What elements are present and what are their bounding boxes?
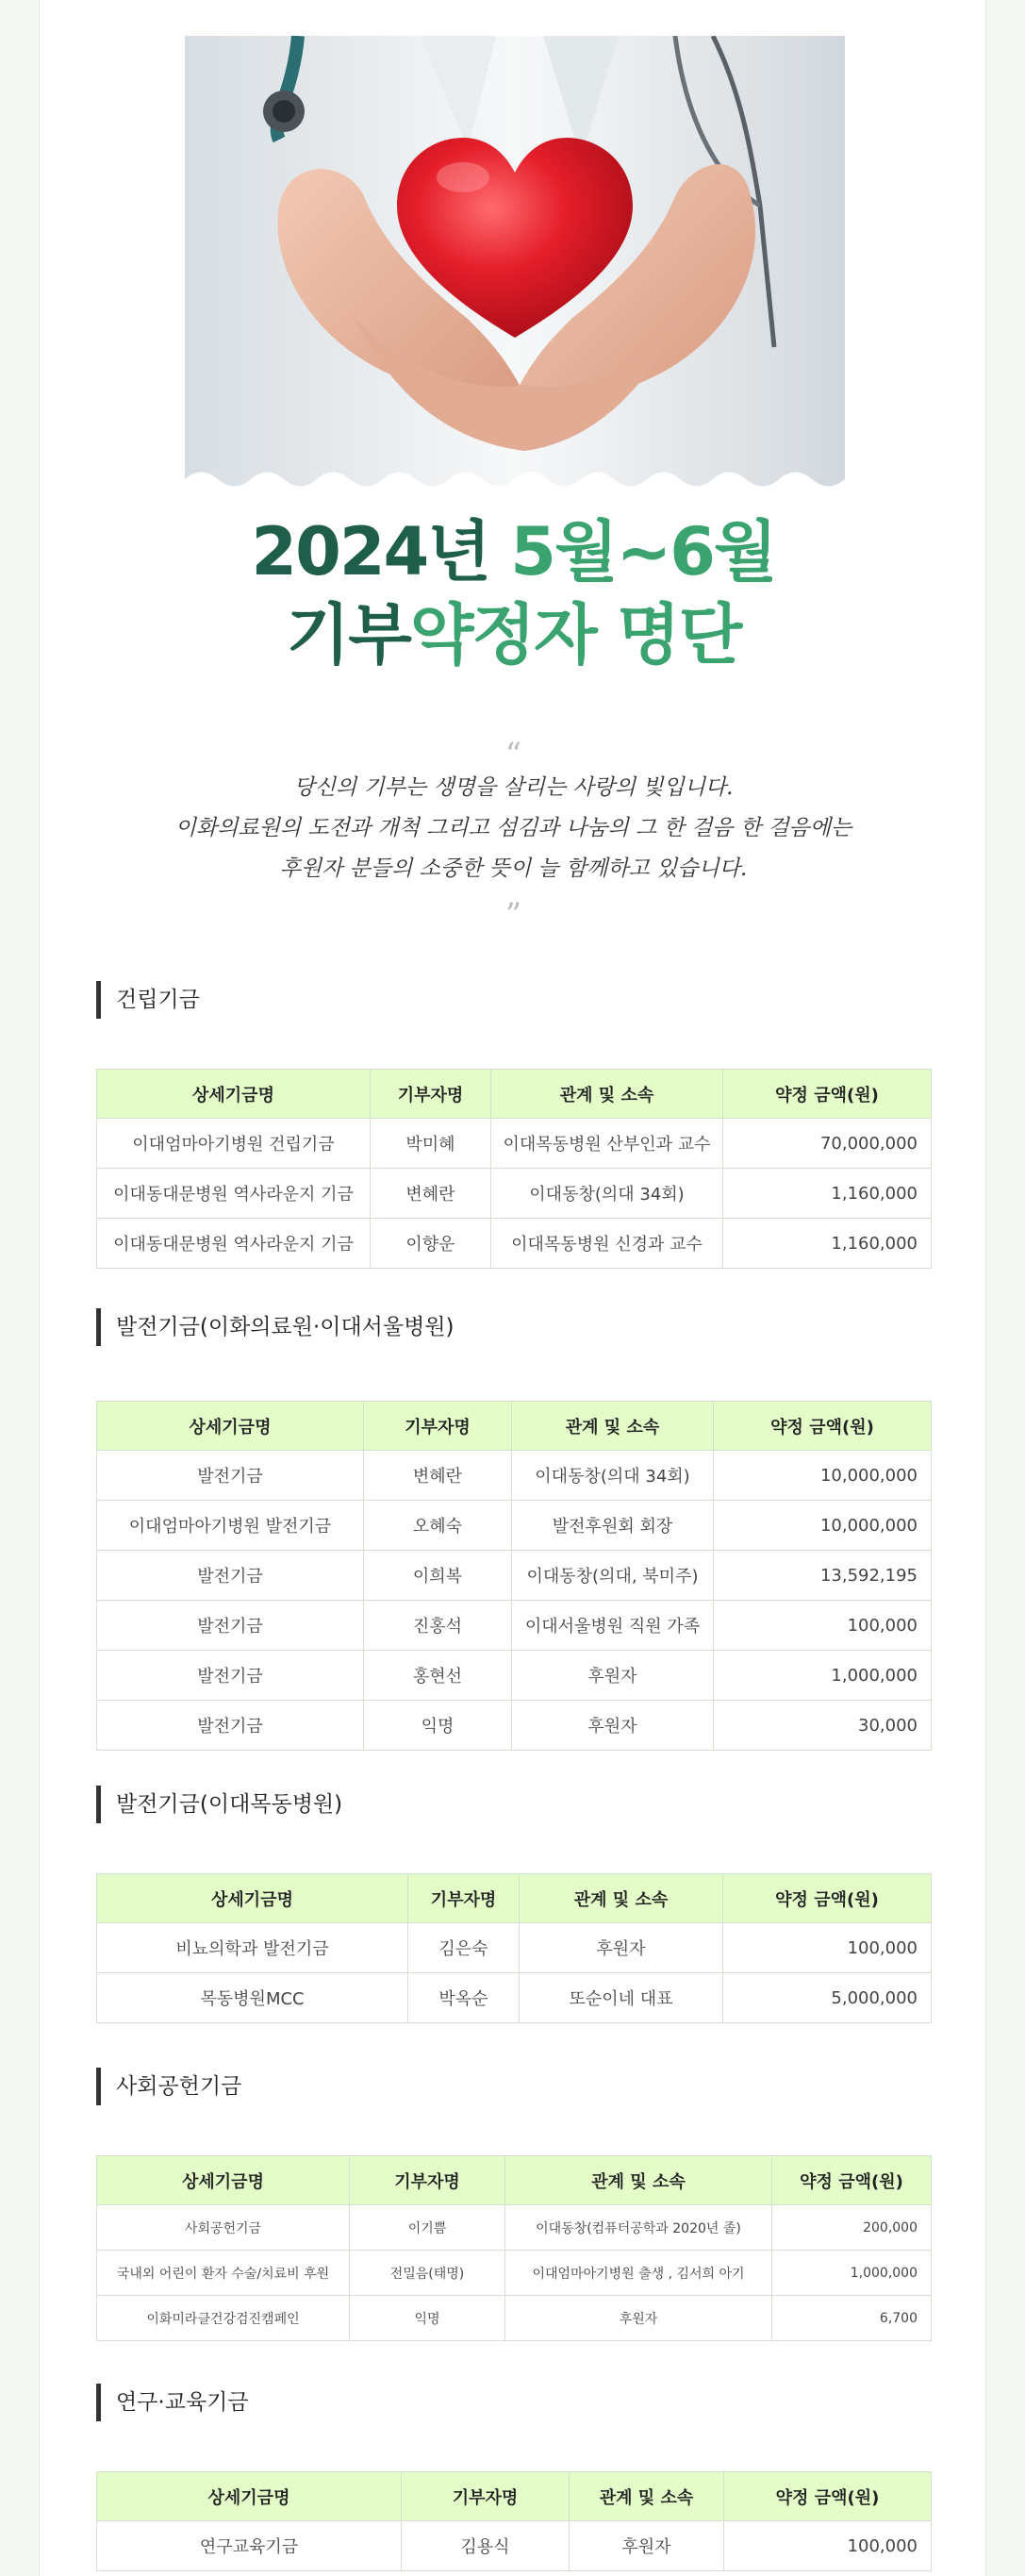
- hero-image: [185, 36, 845, 493]
- col-relation: 관계 및 소속: [505, 2156, 772, 2205]
- cell-amount: 100,000: [724, 2521, 932, 2571]
- col-fund-name: 상세기금명: [97, 2156, 350, 2205]
- col-fund-name: 상세기금명: [97, 1402, 364, 1451]
- cell-relation: 이대엄마아기병원 출생 , 김서희 아기: [505, 2251, 772, 2296]
- col-relation: 관계 및 소속: [512, 1402, 714, 1451]
- donor-table: [96, 1401, 932, 1751]
- col-amount: 약정 금액(원): [723, 1874, 932, 1923]
- cell-relation: 이대동창(컴퓨터공학과 2020년 졸): [505, 2205, 772, 2251]
- title-year: 2024년: [251, 513, 489, 590]
- col-fund-name: 상세기금명: [97, 1874, 408, 1923]
- title-word-donation: 기부: [286, 596, 410, 673]
- cell-relation: 후원자: [570, 2521, 724, 2571]
- table-row: [97, 1701, 932, 1751]
- table-row: [97, 1923, 932, 1973]
- table-header-row: [97, 1402, 932, 1451]
- page-title-line1: [40, 509, 987, 594]
- cell-relation: 이대동창(의대, 북미주): [512, 1551, 714, 1601]
- cell-fund-name: 발전기금: [97, 1451, 364, 1501]
- table-row: [97, 2521, 932, 2571]
- section-heading: 발전기금(이화의료원·이대서울병원): [96, 1308, 931, 1346]
- cell-fund-name: 발전기금: [97, 1601, 364, 1651]
- cell-fund-name: 목동병원MCC: [97, 1973, 408, 2023]
- col-donor: 기부자명: [371, 1070, 491, 1119]
- table-row: [97, 1501, 932, 1551]
- cell-relation: 이대동창(의대 34회): [491, 1169, 723, 1219]
- cell-donor: 이희복: [364, 1551, 512, 1601]
- cell-donor: 박옥순: [408, 1973, 520, 2023]
- quote-line-3: 후원자 분들의 소중한 뜻이 늘 함께하고 있습니다.: [279, 856, 748, 881]
- section-research-education-fund: [96, 2384, 931, 2557]
- cell-donor: 홍현선: [364, 1651, 512, 1701]
- cell-fund-name: 이대엄마아기병원 건립기금: [97, 1119, 371, 1169]
- cell-amount: 10,000,000: [714, 1501, 932, 1551]
- cell-donor: 진홍석: [364, 1601, 512, 1651]
- cell-fund-name: 국내외 어린이 환자 수술/치료비 후원: [97, 2251, 350, 2296]
- title-word-pledger: 약정자: [409, 596, 596, 673]
- cell-fund-name: 발전기금: [97, 1701, 364, 1751]
- cell-amount: 10,000,000: [714, 1451, 932, 1501]
- col-donor: 기부자명: [350, 2156, 505, 2205]
- donor-table: [96, 2155, 932, 2341]
- cell-donor: 김은숙: [408, 1923, 520, 1973]
- cell-donor: 박미혜: [371, 1119, 491, 1169]
- quote-open-mark: “: [504, 736, 522, 773]
- section-heading: 사회공헌기금: [96, 2068, 931, 2105]
- table-row: [97, 1551, 932, 1601]
- cell-donor: 이기쁨: [350, 2205, 505, 2251]
- cell-amount: 1,000,000: [714, 1651, 932, 1701]
- section-construction-fund: [96, 981, 931, 1255]
- col-donor: 기부자명: [408, 1874, 520, 1923]
- quote-close-mark: ”: [504, 896, 522, 934]
- table-row: [97, 1973, 932, 2023]
- table-row: [97, 1169, 932, 1219]
- cell-donor: 익명: [364, 1701, 512, 1751]
- section-heading: 건립기금: [96, 981, 931, 1019]
- cell-amount: 6,700: [772, 2296, 932, 2341]
- section-heading: 발전기금(이대목동병원): [96, 1786, 931, 1823]
- page-title-line2: [40, 592, 987, 677]
- heart-hands-image: [185, 36, 845, 493]
- cell-fund-name: 이대동대문병원 역사라운지 기금: [97, 1219, 371, 1269]
- cell-donor: 전밀음(태명): [350, 2251, 505, 2296]
- cell-amount: 100,000: [723, 1923, 932, 1973]
- cell-donor: 익명: [350, 2296, 505, 2341]
- cell-relation: 후원자: [512, 1651, 714, 1701]
- cell-amount: 1,160,000: [723, 1169, 932, 1219]
- cell-fund-name: 이화미라클건강검진캠페인: [97, 2296, 350, 2341]
- cell-relation: 이대목동병원 산부인과 교수: [491, 1119, 723, 1169]
- cell-amount: 200,000: [772, 2205, 932, 2251]
- section-social-contribution-fund: [96, 2068, 931, 2327]
- table-header-row: [97, 2156, 932, 2205]
- cell-fund-name: 연구교육기금: [97, 2521, 402, 2571]
- cell-amount: 100,000: [714, 1601, 932, 1651]
- cell-fund-name: 발전기금: [97, 1651, 364, 1701]
- table-row: [97, 1119, 932, 1169]
- cell-fund-name: 비뇨의학과 발전기금: [97, 1923, 408, 1973]
- table-header-row: [97, 1874, 932, 1923]
- donor-table: [96, 1069, 932, 1269]
- cell-amount: 1,000,000: [772, 2251, 932, 2296]
- table-row: [97, 1219, 932, 1269]
- col-donor: 기부자명: [402, 2472, 570, 2521]
- cell-donor: 변혜란: [371, 1169, 491, 1219]
- cell-fund-name: 발전기금: [97, 1551, 364, 1601]
- cell-amount: 13,592,195: [714, 1551, 932, 1601]
- col-amount: 약정 금액(원): [724, 2472, 932, 2521]
- cell-amount: 70,000,000: [723, 1119, 932, 1169]
- table-header-row: [97, 1070, 932, 1119]
- table-row: [97, 1451, 932, 1501]
- col-amount: 약정 금액(원): [723, 1070, 932, 1119]
- cell-relation: 이대서울병원 직원 가족: [512, 1601, 714, 1651]
- page: [39, 0, 986, 2576]
- cell-fund-name: 이대엄마아기병원 발전기금: [97, 1501, 364, 1551]
- cell-relation: 이대목동병원 신경과 교수: [491, 1219, 723, 1269]
- section-heading: 연구·교육기금: [96, 2384, 931, 2421]
- quote-line-1: 당신의 기부는 생명을 살리는 사랑의 빛입니다.: [293, 775, 734, 800]
- cell-relation: 후원자: [512, 1701, 714, 1751]
- cell-relation: 또순이네 대표: [520, 1973, 723, 2023]
- donor-table: [96, 1873, 932, 2023]
- cell-amount: 1,160,000: [723, 1219, 932, 1269]
- cell-donor: 변혜란: [364, 1451, 512, 1501]
- col-relation: 관계 및 소속: [520, 1874, 723, 1923]
- section-development-fund-ewha: [96, 1308, 931, 1737]
- table-row: [97, 2296, 932, 2341]
- cell-fund-name: 이대동대문병원 역사라운지 기금: [97, 1169, 371, 1219]
- table-row: [97, 2251, 932, 2296]
- cell-relation: 후원자: [505, 2296, 772, 2341]
- col-relation: 관계 및 소속: [491, 1070, 723, 1119]
- title-word-list: 명단: [617, 596, 741, 673]
- table-row: [97, 1601, 932, 1651]
- cell-relation: 발전후원회 회장: [512, 1501, 714, 1551]
- cell-donor: 김용식: [402, 2521, 570, 2571]
- col-fund-name: 상세기금명: [97, 2472, 402, 2521]
- quote-line-2: 이화의료원의 도전과 개척 그리고 섬김과 나눔의 그 한 걸음 한 걸음에는: [174, 816, 852, 840]
- table-header-row: [97, 2472, 932, 2521]
- cell-relation: 이대동창(의대 34회): [512, 1451, 714, 1501]
- cell-donor: 오혜숙: [364, 1501, 512, 1551]
- section-development-fund-mokdong: [96, 1786, 931, 2009]
- cell-fund-name: 사회공헌기금: [97, 2205, 350, 2251]
- cell-amount: 5,000,000: [723, 1973, 932, 2023]
- cell-amount: 30,000: [714, 1701, 932, 1751]
- table-row: [97, 2205, 932, 2251]
- table-row: [97, 1651, 932, 1701]
- donor-table: [96, 2471, 932, 2571]
- col-amount: 약정 금액(원): [714, 1402, 932, 1451]
- col-donor: 기부자명: [364, 1402, 512, 1451]
- col-relation: 관계 및 소속: [570, 2472, 724, 2521]
- cell-donor: 이향운: [371, 1219, 491, 1269]
- col-amount: 약정 금액(원): [772, 2156, 932, 2205]
- cell-relation: 후원자: [520, 1923, 723, 1973]
- col-fund-name: 상세기금명: [97, 1070, 371, 1119]
- title-period: 5월~6월: [510, 513, 776, 590]
